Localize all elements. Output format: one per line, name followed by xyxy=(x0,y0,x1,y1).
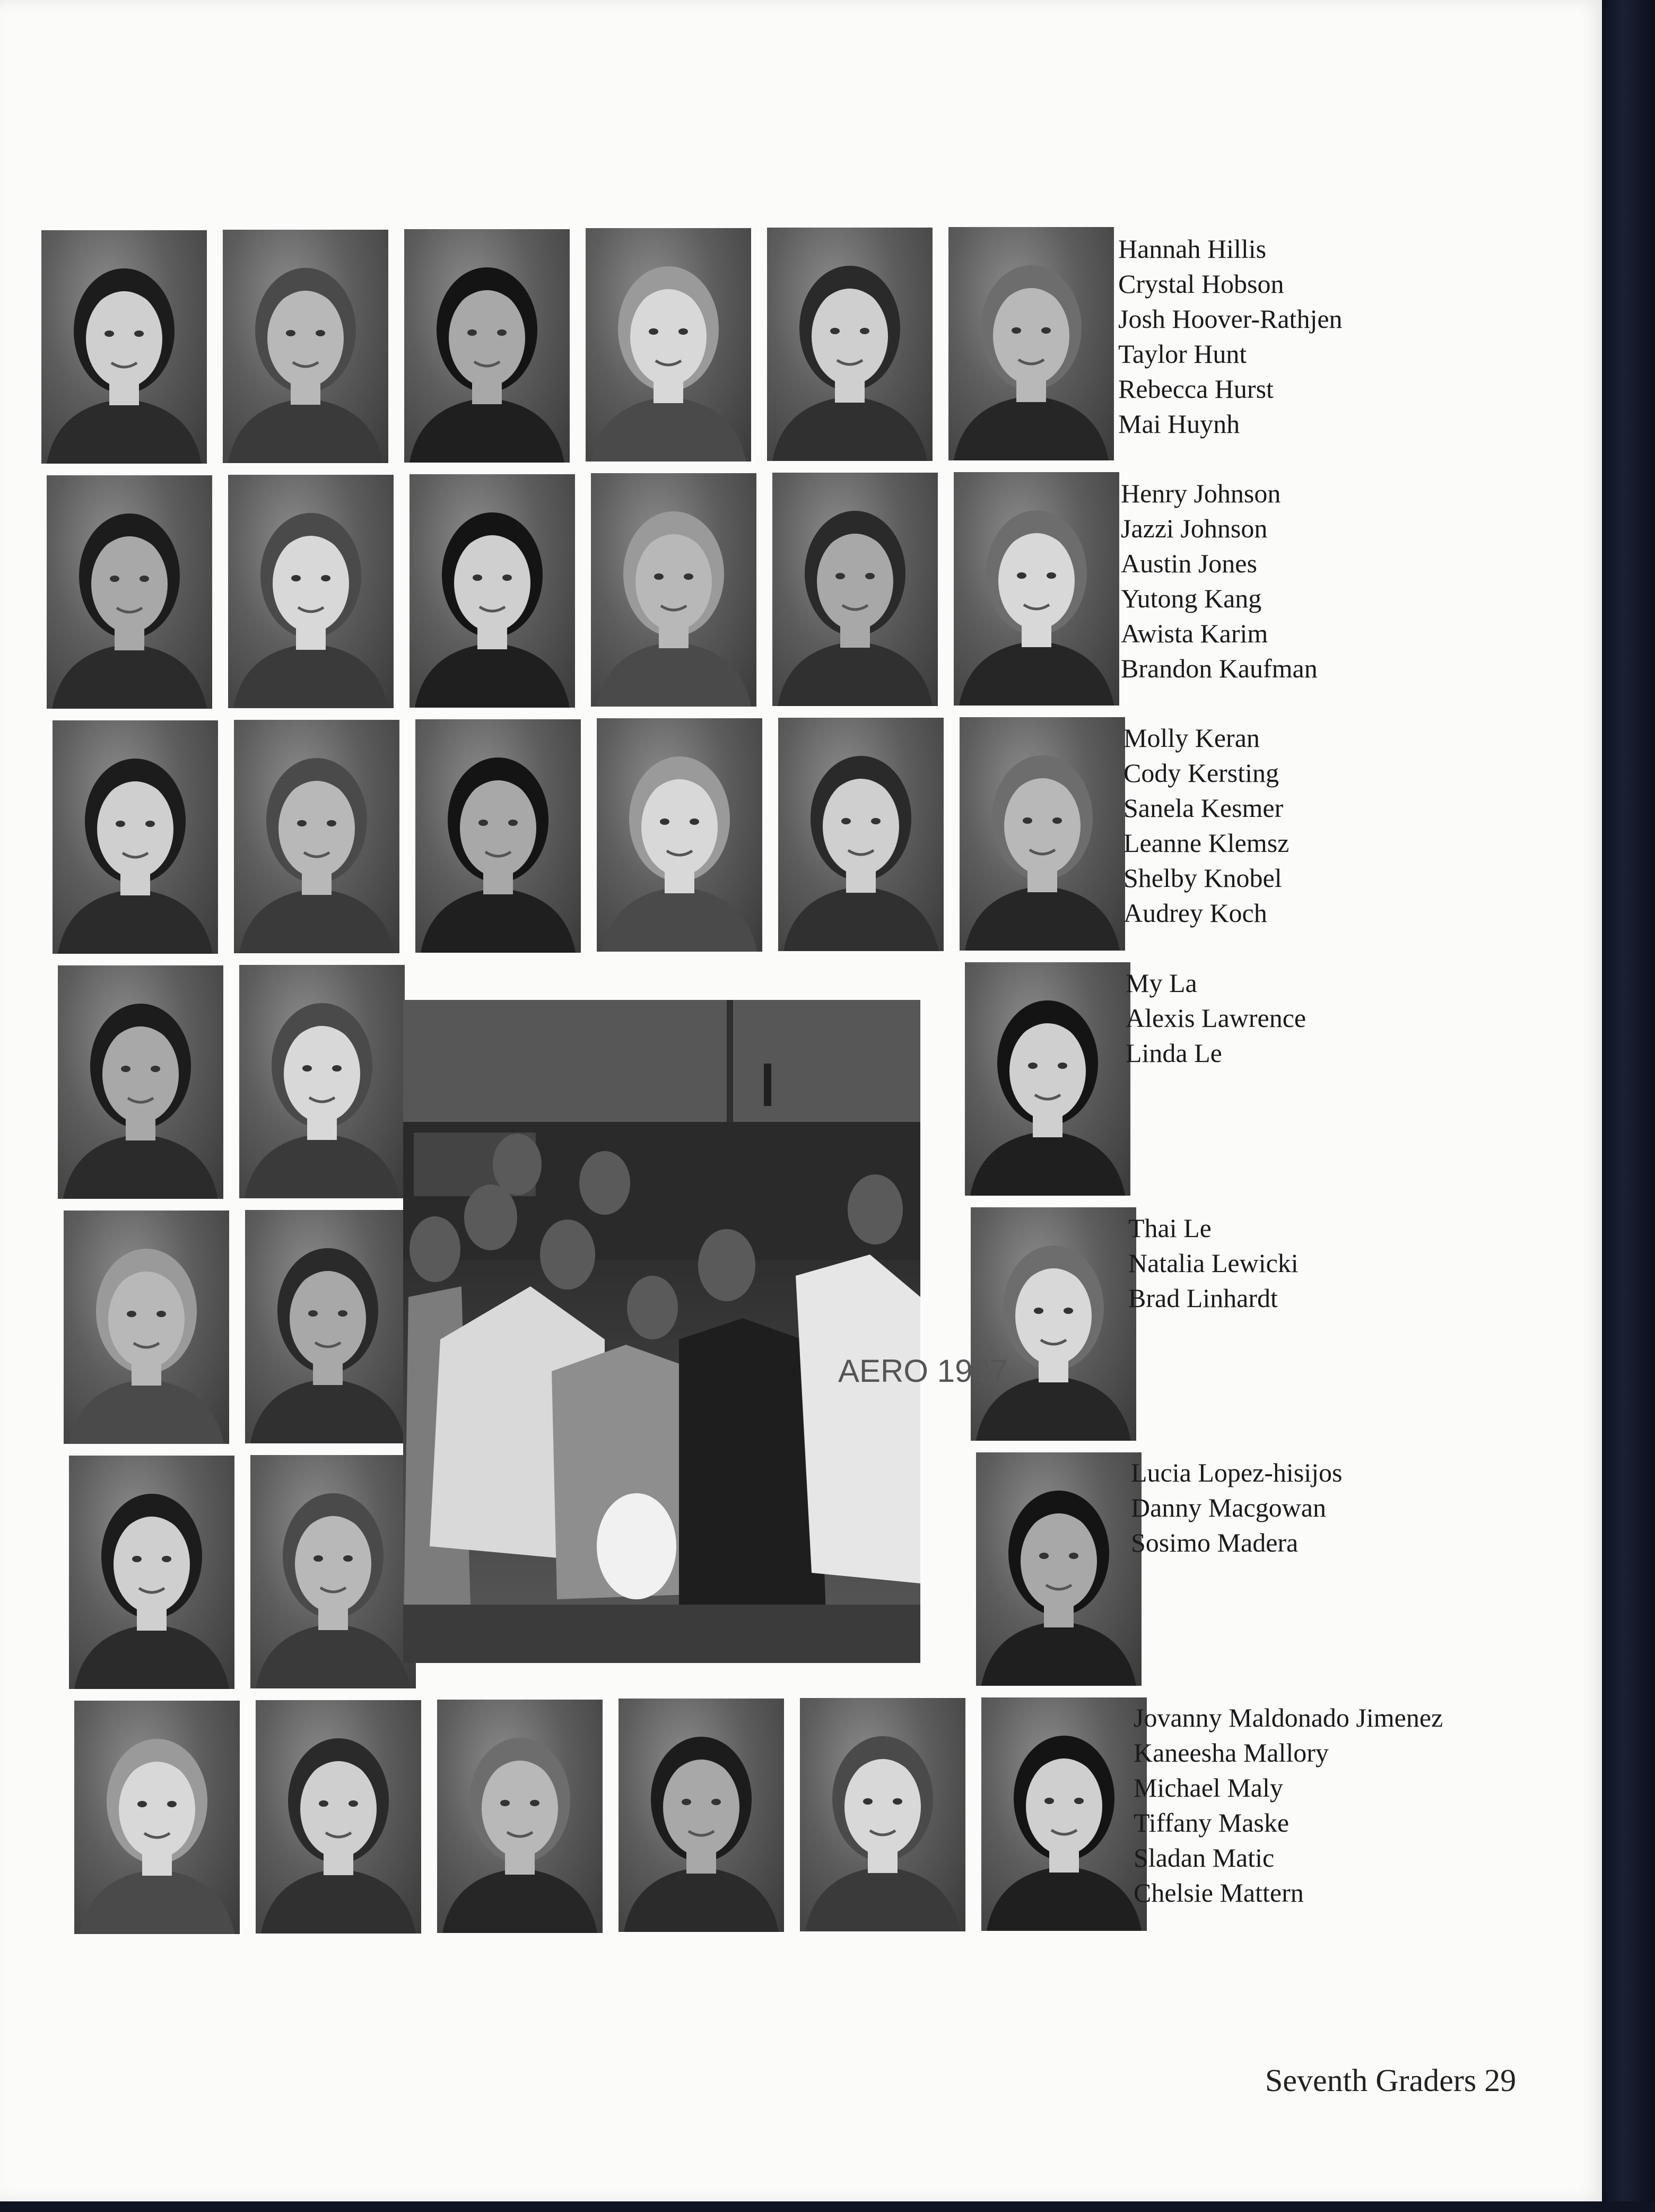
student-name: Kaneesha Mallory xyxy=(1134,1738,1329,1767)
student-name: Michael Maly xyxy=(1134,1773,1283,1802)
student-name: Yutong Kang xyxy=(1121,584,1262,613)
student-portrait xyxy=(778,718,944,951)
student-name: My La xyxy=(1126,968,1197,998)
student-portrait xyxy=(234,720,399,953)
student-name: Crystal Hobson xyxy=(1118,269,1284,299)
shirt-text: AERO 1987 xyxy=(838,1353,1008,1389)
student-name: Jovanny Maldonado Jimenez xyxy=(1134,1703,1443,1732)
student-name: Danny Macgowan xyxy=(1131,1493,1326,1522)
student-name: Linda Le xyxy=(1126,1038,1222,1068)
student-name: Cody Kersting xyxy=(1123,758,1279,788)
name-group-4 xyxy=(1126,965,1306,1070)
student-portrait xyxy=(250,1455,416,1688)
student-portrait xyxy=(223,230,388,463)
student-portrait xyxy=(239,965,405,1198)
student-name: Sladan Matic xyxy=(1134,1843,1275,1873)
student-portrait xyxy=(591,473,756,707)
student-portrait xyxy=(69,1456,234,1689)
name-group-2 xyxy=(1121,476,1318,686)
student-name: Lucia Lopez-hisijos xyxy=(1131,1458,1343,1487)
student-name: Hannah Hillis xyxy=(1118,234,1267,264)
student-name: Brad Linhardt xyxy=(1128,1283,1278,1313)
name-group-1 xyxy=(1118,231,1343,441)
student-name: Molly Keran xyxy=(1123,723,1260,753)
student-portrait xyxy=(47,475,212,709)
student-name: Rebecca Hurst xyxy=(1118,374,1274,404)
student-portrait xyxy=(64,1210,229,1444)
student-portrait xyxy=(415,719,581,953)
name-group-7 xyxy=(1134,1700,1443,1910)
student-portrait xyxy=(41,230,207,464)
student-name: Thai Le xyxy=(1128,1213,1212,1243)
student-name: Alexis Lawrence xyxy=(1126,1003,1306,1033)
student-portrait xyxy=(58,965,223,1199)
name-group-5 xyxy=(1128,1210,1299,1316)
student-portrait xyxy=(404,229,570,463)
page-bottom-edge xyxy=(0,2201,1655,2212)
student-portrait xyxy=(981,1697,1147,1931)
student-name: Audrey Koch xyxy=(1123,898,1267,928)
student-portrait xyxy=(767,228,933,461)
student-name: Sosimo Madera xyxy=(1131,1528,1299,1557)
student-portrait xyxy=(800,1698,965,1931)
student-portrait xyxy=(410,474,575,708)
student-name: Taylor Hunt xyxy=(1118,339,1247,369)
student-portrait xyxy=(228,475,394,708)
name-group-3 xyxy=(1123,720,1289,930)
page-edge xyxy=(1602,0,1655,2212)
student-name: Henry Johnson xyxy=(1121,478,1281,508)
student-portrait xyxy=(586,228,751,461)
student-portrait xyxy=(74,1701,240,1934)
student-portrait xyxy=(437,1700,603,1933)
name-group-6 xyxy=(1131,1455,1343,1560)
student-name: Shelby Knobel xyxy=(1123,863,1282,893)
student-portrait xyxy=(53,720,218,954)
student-name: Leanne Klemsz xyxy=(1123,828,1290,858)
student-name: Sanela Kesmer xyxy=(1123,793,1284,823)
student-portrait xyxy=(976,1452,1142,1686)
student-name: Natalia Lewicki xyxy=(1128,1248,1299,1278)
student-portrait xyxy=(971,1207,1136,1441)
student-portrait xyxy=(245,1210,411,1443)
student-portrait xyxy=(597,718,762,952)
student-name: Chelsie Mattern xyxy=(1134,1878,1304,1908)
student-portrait xyxy=(619,1699,784,1932)
student-portrait xyxy=(772,473,938,706)
student-portrait xyxy=(954,472,1119,706)
student-portrait xyxy=(256,1700,421,1934)
page-footer: Seventh Graders 29 xyxy=(1265,2063,1517,2098)
student-portrait xyxy=(948,227,1114,460)
student-portrait xyxy=(960,717,1125,951)
group-photo xyxy=(403,1000,1008,1663)
student-name: Josh Hoover-Rathjen xyxy=(1118,304,1343,334)
student-name: Awista Karim xyxy=(1121,619,1268,648)
student-portrait xyxy=(965,962,1130,1196)
student-name: Brandon Kaufman xyxy=(1121,654,1318,683)
student-name: Mai Huynh xyxy=(1118,409,1240,439)
student-name: Austin Jones xyxy=(1121,548,1257,578)
student-name: Tiffany Maske xyxy=(1134,1808,1290,1837)
student-name: Jazzi Johnson xyxy=(1121,513,1268,543)
